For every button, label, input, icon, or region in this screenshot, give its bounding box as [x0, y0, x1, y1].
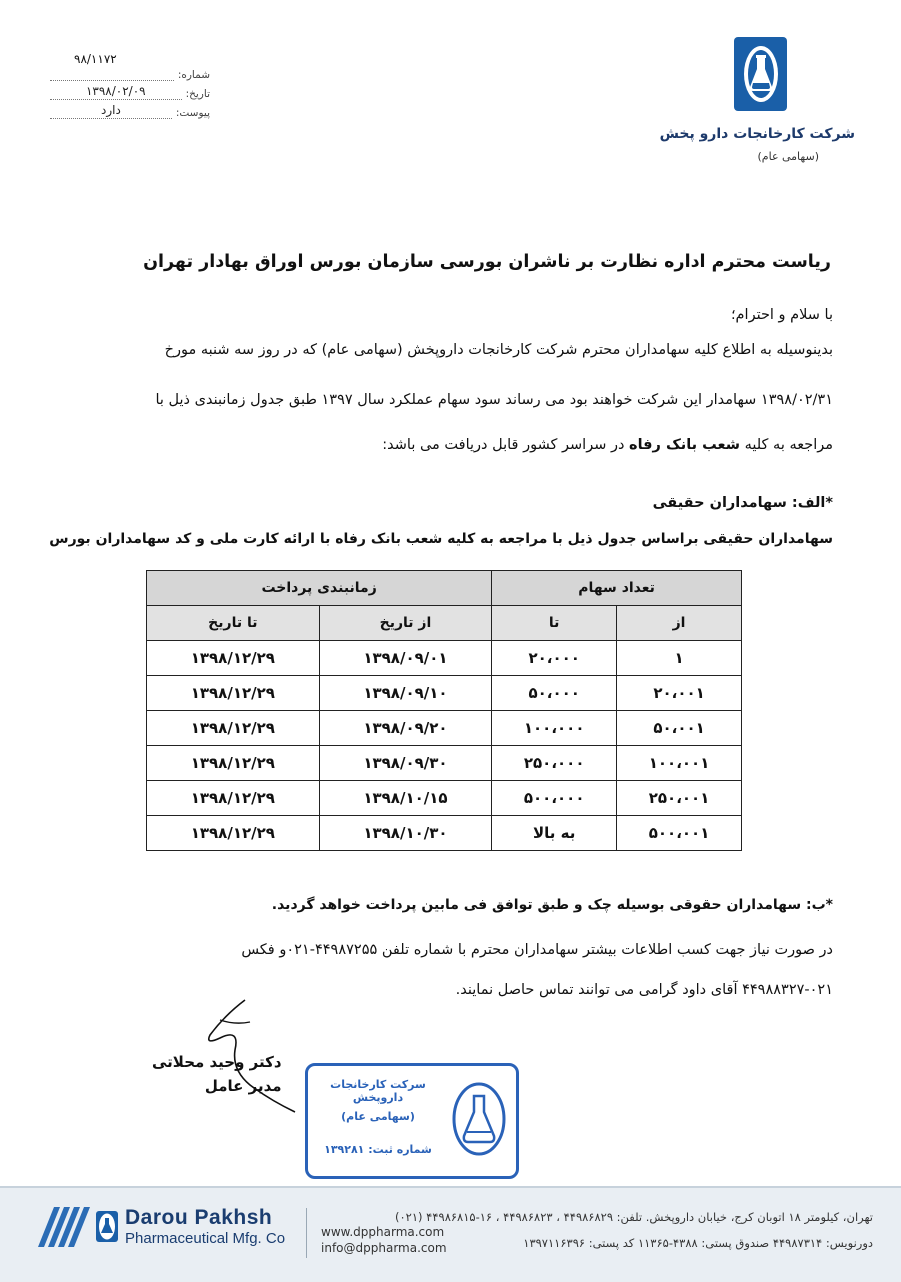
body-line-1: بدینوسیله به اطلاع کلیه سهامداران محترم شرکت کارخانجات داروپخش (سهامی عام) که در روز سه شنبه مورخ: [164, 342, 833, 358]
cell-to-date: ۱۳۹۸/۱۲/۲۹: [147, 641, 320, 676]
payment-schedule-table: [146, 570, 742, 851]
cell-from-date: ۱۳۹۸/۱۰/۳۰: [319, 816, 492, 851]
table-row: [147, 641, 742, 676]
signatory-title: مدیر عامل: [204, 1077, 282, 1095]
flask-icon: [741, 43, 781, 105]
col-to-date: تا تاریخ: [147, 606, 320, 641]
reference-number: ۹۸/۱۱۷۲: [74, 52, 117, 66]
email-link[interactable]: info@dppharma.com: [321, 1241, 447, 1255]
stamp-type: (سهامی عام): [341, 1110, 415, 1123]
brand-subtitle: Pharmaceutical Mfg. Co: [125, 1230, 286, 1247]
stamp-company: سرکت کارخانجات داروپخش: [330, 1078, 426, 1104]
table-row: [147, 781, 742, 816]
table-row: [147, 746, 742, 781]
attachment-row: [50, 100, 210, 119]
letter-meta: [50, 62, 210, 119]
stripes-logo-icon: [34, 1203, 94, 1249]
footer-web: [321, 1224, 447, 1256]
attachment-label: پیوست:: [175, 107, 210, 119]
cell-to-date: ۱۳۹۸/۱۲/۲۹: [147, 781, 320, 816]
col-from-date: از تاریخ: [319, 606, 492, 641]
col-from: از: [617, 606, 742, 641]
cell-to-date: ۱۳۹۸/۱۲/۲۹: [147, 676, 320, 711]
table-group-header: [147, 571, 742, 606]
cell-from: ۵۰،۰۰۱: [617, 711, 742, 746]
cell-from: ۲۵۰،۰۰۱: [617, 781, 742, 816]
cell-from: ۵۰۰،۰۰۱: [617, 816, 742, 851]
cell-to: ۲۵۰،۰۰۰: [492, 746, 617, 781]
cell-to-date: ۱۳۹۸/۱۲/۲۹: [147, 711, 320, 746]
footer-contact: دورنویس: ۴۴۹۸۷۳۱۴ صندوق پستی: ۴۳۸۸-۱۱۳۶۵ کد پستی: ۱۳۹۷۱۱۶۳۹۶: [523, 1236, 873, 1250]
cell-from: ۱۰۰،۰۰۱: [617, 746, 742, 781]
date-value: ۱۳۹۸/۰۲/۰۹: [50, 84, 182, 100]
closing-line-1: در صورت نیاز جهت کسب اطلاعات بیشتر سهامداران محترم با شماره تلفن ۴۴۹۸۷۲۵۵-۰۲۱و فکس: [241, 942, 833, 958]
signatory: [152, 1050, 282, 1098]
brand-name: Darou Pakhsh: [125, 1206, 273, 1229]
section-a-heading: *الف: سهامداران حقیقی: [652, 495, 833, 511]
cell-to-date: ۱۳۹۸/۱۲/۲۹: [147, 746, 320, 781]
closing-line-2: ۴۴۹۸۸۳۲۷-۰۲۱ آقای داود گرامی می توانند تماس حاصل نمایند.: [455, 982, 833, 998]
section-b-text: *ب: سهامداران حقوقی بوسیله چک و طبق توافق فی مابین پرداخت خواهد گردید.: [271, 897, 833, 913]
date-label: تاریخ:: [185, 88, 210, 100]
cell-from: ۱: [617, 641, 742, 676]
cell-from: ۲۰،۰۰۱: [617, 676, 742, 711]
cell-from-date: ۱۳۹۸/۰۹/۰۱: [319, 641, 492, 676]
cell-from-date: ۱۳۹۸/۱۰/۱۵: [319, 781, 492, 816]
body-line-2: ۱۳۹۸/۰۲/۳۱ سهامدار این شرکت خواهند بود می رساند سود سهام عملکرد سال ۱۳۹۷ طبق جدول زمانبندی ذیل با: [155, 392, 833, 408]
cell-from-date: ۱۳۹۸/۰۹/۱۰: [319, 676, 492, 711]
table-column-header: [147, 606, 742, 641]
bank-branches: شعب بانک رفاه: [629, 437, 740, 453]
footer-brand: [125, 1206, 285, 1247]
cell-to: ۲۰،۰۰۰: [492, 641, 617, 676]
section-a-text: سهامداران حقیقی براساس جدول ذیل با مراجعه به کلیه شعب بانک رفاه با ارائه کارت ملی و کد سهامداران بورس: [49, 531, 833, 547]
footer-flask-icon: [96, 1211, 118, 1242]
number-value: [50, 65, 174, 81]
company-logo: [734, 37, 787, 111]
cell-from-date: ۱۳۹۸/۰۹/۲۰: [319, 711, 492, 746]
stamp-registration: شماره ثبت: ۱۳۹۲۸۱: [324, 1143, 432, 1156]
cell-to: ۵۰،۰۰۰: [492, 676, 617, 711]
stamp-flask-icon: [450, 1080, 508, 1158]
cell-from-date: ۱۳۹۸/۰۹/۳۰: [319, 746, 492, 781]
shares-group-header: تعداد سهام: [492, 571, 742, 606]
footer-divider: [306, 1208, 307, 1258]
company-name: شرکت کارخانجات دارو پخش: [659, 126, 855, 142]
cell-to-date: ۱۳۹۸/۱۲/۲۹: [147, 816, 320, 851]
cell-to: به بالا: [492, 816, 617, 851]
cell-to: ۱۰۰،۰۰۰: [492, 711, 617, 746]
greeting: با سلام و احترام؛: [730, 307, 833, 323]
recipient-title: ریاست محترم اداره نظارت بر ناشران بورسی سازمان بورس اوراق بهادار تهران: [143, 252, 831, 272]
date-row: [50, 81, 210, 100]
cell-to: ۵۰۰،۰۰۰: [492, 781, 617, 816]
table-row: [147, 676, 742, 711]
company-type: (سهامی عام): [757, 150, 819, 163]
signatory-name: دکتر وحید محلاتی: [152, 1053, 282, 1071]
company-stamp: [305, 1063, 519, 1179]
body-line-3-start: مراجعه به کلیه: [739, 437, 833, 453]
footer-address: تهران، کیلومتر ۱۸ اتوبان کرج، خیابان داروپخش. تلفن: ۴۴۹۸۶۸۲۹ ، ۴۴۹۸۶۸۲۳ ، ۱۶-۴۴۹۸۶۸۱۵ (۰۲۱): [394, 1210, 873, 1224]
col-to: تا: [492, 606, 617, 641]
table-row: [147, 711, 742, 746]
number-row: [50, 62, 210, 81]
schedule-group-header: زمانبندی پرداخت: [147, 571, 492, 606]
attachment-value: دارد: [50, 103, 172, 119]
body-line-3: [382, 437, 833, 453]
website-link[interactable]: www.dppharma.com: [321, 1225, 445, 1239]
body-line-3-end: در سراسر کشور قابل دریافت می باشد:: [382, 437, 630, 453]
table-row: [147, 816, 742, 851]
number-label: شماره:: [177, 69, 210, 81]
